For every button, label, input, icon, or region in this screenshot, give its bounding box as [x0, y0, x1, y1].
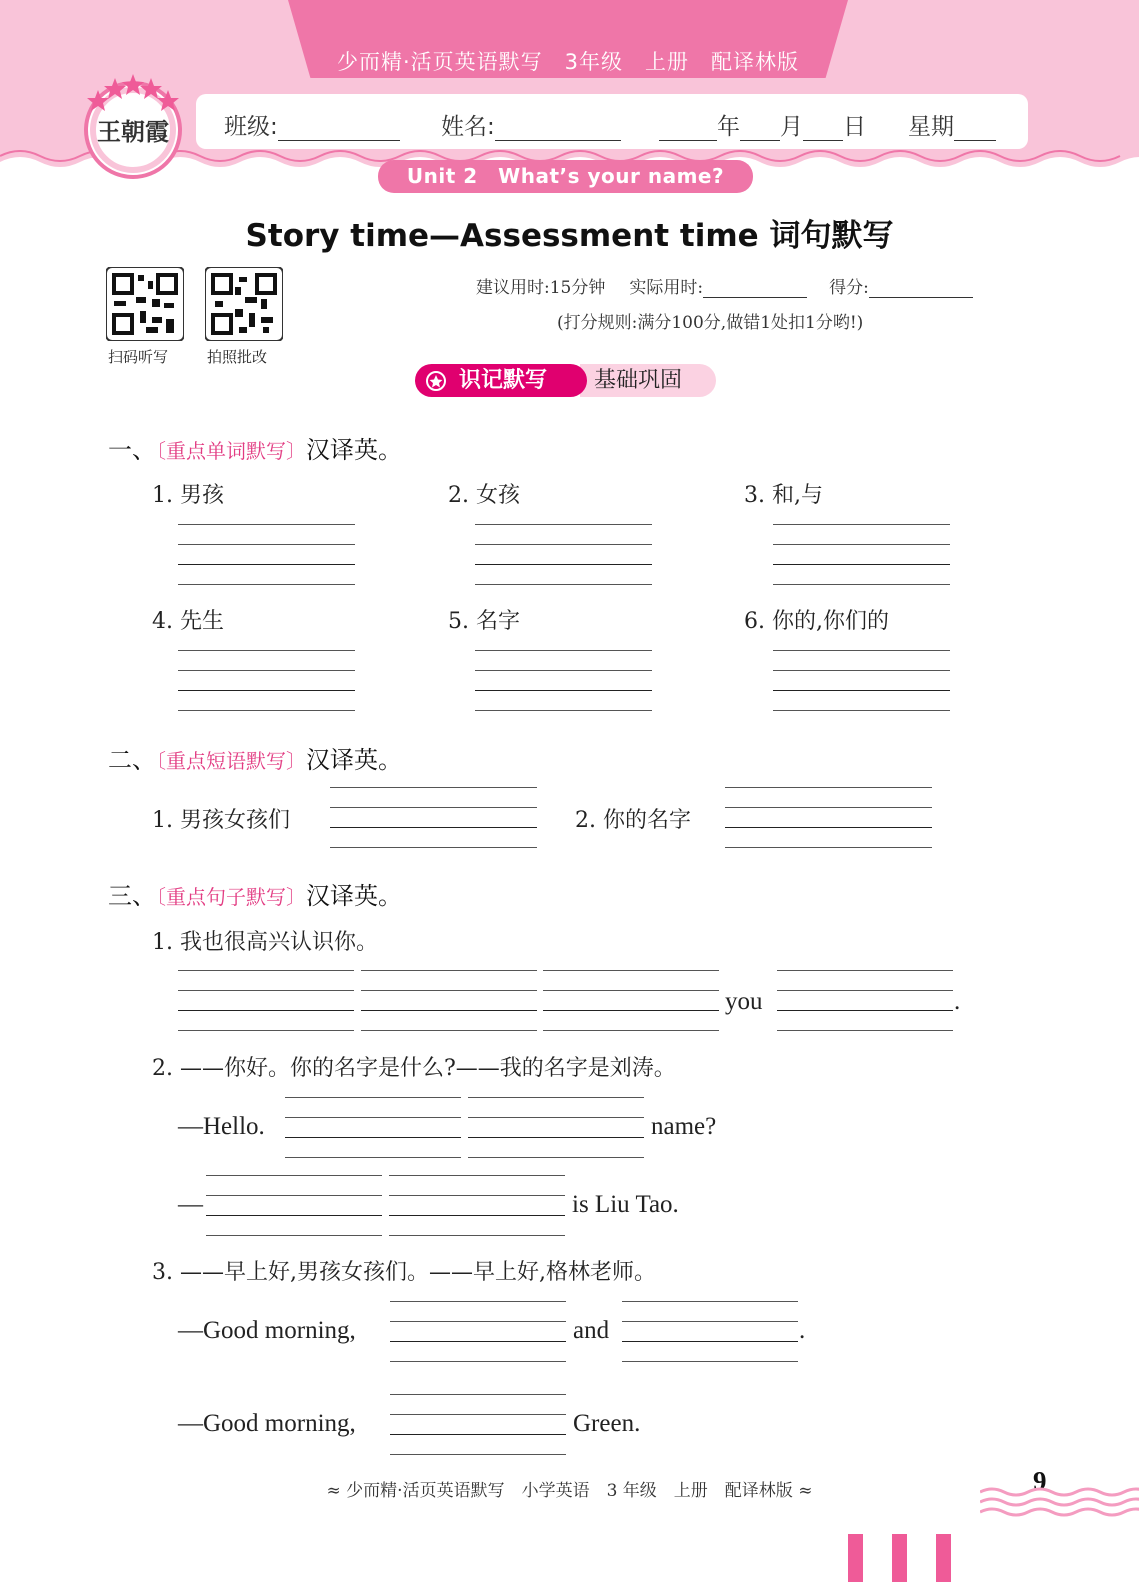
word-item-2: 2. 女孩 [448, 483, 520, 508]
qr-listen-label: 扫码听写 [108, 348, 169, 366]
phrase-answer-2[interactable] [725, 787, 932, 847]
actual-time-blank[interactable] [703, 280, 807, 298]
sentence-1-blank-3[interactable] [543, 970, 719, 1030]
series-title: 少而精·活页英语默写 3年级 上册 配译林版 [336, 50, 800, 74]
word-item-1: 1. 男孩 [152, 483, 224, 508]
section-2-instruction: 汉译英。 [306, 746, 402, 774]
section-pill-sub-label: 基础巩固 [594, 368, 683, 393]
brand-logo-text: 王朝霞 [97, 117, 169, 146]
suggested-time: 建议用时:15分钟 [476, 278, 606, 298]
unit-title: Unit 2 What’s your name? [378, 160, 753, 193]
section-1-number: 一、 [108, 436, 156, 464]
name-label: 姓名: [441, 114, 495, 140]
date-field[interactable] [659, 108, 866, 141]
sentence-prompt-3: 3. ——早上好,男孩女孩们。——早上好,格林老师。 [152, 1260, 656, 1285]
sentence-2a-blank-1[interactable] [285, 1097, 461, 1157]
section-1-instruction: 汉译英。 [306, 436, 402, 464]
section-pill-sub [580, 364, 716, 397]
footer-bar-1 [848, 1534, 863, 1582]
word-answer-2[interactable] [475, 524, 652, 584]
scoring-rules: (打分规则:满分100分,做错1处扣1分哟!) [557, 313, 864, 333]
footer-bar-2 [892, 1534, 907, 1582]
actual-time-label: 实际用时: [629, 278, 704, 298]
day-label: 日 [843, 114, 866, 140]
day-blank[interactable] [803, 119, 843, 141]
class-field[interactable] [224, 108, 400, 141]
month-label: 月 [780, 114, 803, 140]
sentence-2b-start: — [178, 1191, 203, 1218]
name-field[interactable] [441, 108, 621, 141]
weekday-blank[interactable] [954, 119, 996, 141]
word-answer-3[interactable] [773, 524, 950, 584]
section-2-heading [108, 740, 402, 775]
footer-wave-decoration [980, 1484, 1139, 1524]
sentence-1-period: . [954, 988, 961, 1015]
score-label: 得分: [829, 278, 869, 298]
word-answer-1[interactable] [178, 524, 355, 584]
month-blank[interactable] [740, 119, 780, 141]
timing-line [476, 273, 973, 298]
word-item-5: 5. 名字 [448, 609, 520, 634]
class-blank[interactable] [278, 119, 400, 141]
section-2-tag: 〔重点短语默写〕 [156, 749, 306, 773]
phrase-item-2: 2. 你的名字 [575, 808, 691, 833]
page-number: 9 [1033, 1466, 1047, 1496]
phrase-item-1: 1. 男孩女孩们 [152, 808, 290, 833]
sentence-1-blank-4[interactable] [777, 970, 953, 1030]
section-2-number: 二、 [108, 746, 156, 774]
section-3-number: 三、 [108, 882, 156, 910]
sentence-1-blank-2[interactable] [361, 970, 537, 1030]
sentence-1-blank-1[interactable] [178, 970, 354, 1030]
class-label: 班级: [224, 114, 278, 140]
section-1-heading [108, 430, 402, 465]
section-pill-main-label: 识记默写 [459, 368, 548, 393]
sentence-prompt-1: 1. 我也很高兴认识你。 [152, 930, 378, 955]
sentence-prompt-2: 2. ——你好。你的名字是什么?——我的名字是刘涛。 [152, 1056, 676, 1081]
year-label: 年 [717, 114, 740, 140]
sentence-3a-blank-2[interactable] [622, 1301, 798, 1361]
section-3-instruction: 汉译英。 [306, 882, 402, 910]
qr-code-listen-icon[interactable] [106, 267, 184, 341]
sentence-2b-blank-2[interactable] [389, 1175, 565, 1235]
sentence-3b-end: Green. [573, 1410, 641, 1437]
footer-text: ≈ 少而精·活页英语默写 小学英语 3 年级 上册 配译林版 ≈ [326, 1481, 813, 1501]
word-answer-5[interactable] [475, 650, 652, 710]
score-blank[interactable] [869, 280, 973, 298]
year-blank[interactable] [659, 119, 717, 141]
sentence-3a-period: . [799, 1317, 806, 1344]
qr-code-photo-icon[interactable] [205, 267, 283, 341]
student-info-box [196, 94, 1028, 149]
sentence-3b-start: —Good morning, [178, 1410, 356, 1437]
sentence-2a-blank-2[interactable] [468, 1097, 644, 1157]
phrase-answer-1[interactable] [330, 787, 537, 847]
sentence-3a-blank-1[interactable] [390, 1301, 566, 1361]
footer-bar-3 [936, 1534, 951, 1582]
sentence-2a-start: —Hello. [178, 1113, 265, 1140]
weekday-field[interactable] [908, 108, 996, 141]
sentence-2b-blank-1[interactable] [206, 1175, 382, 1235]
section-3-heading [108, 876, 402, 911]
weekday-label: 星期 [908, 114, 954, 140]
sentence-2b-end: is Liu Tao. [572, 1191, 679, 1218]
name-blank[interactable] [495, 119, 621, 141]
word-item-6: 6. 你的,你们的 [744, 609, 889, 634]
word-item-4: 4. 先生 [152, 609, 224, 634]
word-item-3: 3. 和,与 [744, 483, 823, 508]
section-1-tag: 〔重点单词默写〕 [156, 439, 306, 463]
word-answer-4[interactable] [178, 650, 355, 710]
sentence-3a-start: —Good morning, [178, 1317, 356, 1344]
page-title: Story time—Assessment time 词句默写 [245, 218, 894, 254]
sentence-3b-blank-1[interactable] [390, 1394, 566, 1454]
sentence-3a-and: and [573, 1317, 610, 1344]
section-3-tag: 〔重点句子默写〕 [156, 885, 306, 909]
word-answer-6[interactable] [773, 650, 950, 710]
sentence-1-word-you: you [725, 988, 763, 1015]
qr-photo-label: 拍照批改 [207, 348, 268, 366]
brand-logo [78, 68, 188, 180]
medal-icon [425, 370, 447, 392]
sentence-2a-end: name? [651, 1113, 717, 1140]
